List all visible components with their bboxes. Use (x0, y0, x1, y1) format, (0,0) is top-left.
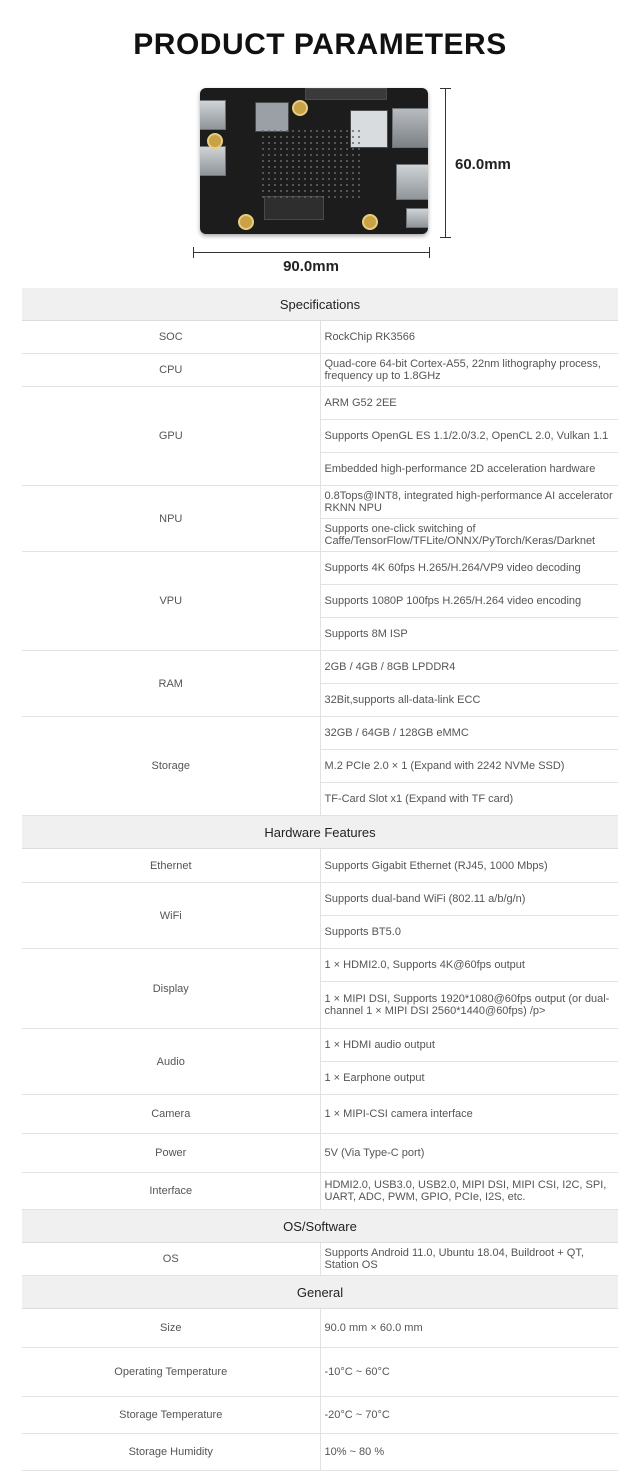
spec-value: 1 × MIPI-CSI camera interface (320, 1095, 618, 1134)
spec-label: Size (22, 1309, 320, 1348)
spec-table (22, 288, 618, 1471)
spec-value: 90.0 mm × 60.0 mm (320, 1309, 618, 1348)
spec-label: Ethernet (22, 849, 320, 883)
spec-value: Embedded high-performance 2D acceleration hardware (320, 453, 618, 486)
section-header (22, 1276, 618, 1309)
board-image (200, 88, 428, 234)
connector-strip (305, 88, 387, 100)
spec-label: WiFi (22, 883, 320, 949)
spec-row (22, 321, 618, 354)
mount-hole (238, 214, 254, 230)
page-title: PRODUCT PARAMETERS (133, 28, 507, 61)
spec-row (22, 949, 618, 982)
spec-label: Interface (22, 1173, 320, 1210)
spec-row (22, 1309, 618, 1348)
spec-row (22, 1029, 618, 1062)
spec-value: 1 × MIPI DSI, Supports 1920*1080@60fps output (or dual-channel 1 × MIPI DSI 2560*1440@60fps) /p> (320, 982, 618, 1029)
spec-row (22, 717, 618, 750)
spec-value: Supports Gigabit Ethernet (RJ45, 1000 Mbps) (320, 849, 618, 883)
section-header (22, 288, 618, 321)
spec-row (22, 1173, 618, 1210)
spec-row (22, 1095, 618, 1134)
spec-row (22, 849, 618, 883)
spec-value: RockChip RK3566 (320, 321, 618, 354)
spec-value: 1 × HDMI2.0, Supports 4K@60fps output (320, 949, 618, 982)
spec-row (22, 651, 618, 684)
spec-value: 10% ~ 80 % (320, 1434, 618, 1471)
width-dimension-label: 90.0mm (283, 258, 339, 275)
spec-value: 1 × HDMI audio output (320, 1029, 618, 1062)
spec-row (22, 1397, 618, 1434)
spec-value: 5V (Via Type-C port) (320, 1134, 618, 1173)
section-header (22, 1210, 618, 1243)
m2-slot (264, 196, 324, 220)
spec-label: OS (22, 1243, 320, 1276)
spec-value: 32Bit,supports all-data-link ECC (320, 684, 618, 717)
spec-value: Quad-core 64-bit Cortex-A55, 22nm lithography process, frequency up to 1.8GHz (320, 354, 618, 387)
spec-value: ARM G52 2EE (320, 387, 618, 420)
usb-port-top (200, 100, 226, 130)
spec-value: Supports 8M ISP (320, 618, 618, 651)
spec-value: 32GB / 64GB / 128GB eMMC (320, 717, 618, 750)
spec-value: M.2 PCIe 2.0 × 1 (Expand with 2242 NVMe SSD) (320, 750, 618, 783)
spec-row (22, 1348, 618, 1397)
type-c-port (406, 208, 428, 228)
spec-row (22, 1434, 618, 1471)
pcb-pattern (260, 128, 360, 198)
spec-label: RAM (22, 651, 320, 717)
spec-value: -10°C ~ 60°C (320, 1348, 618, 1397)
product-image-area (0, 82, 640, 282)
spec-value: Supports OpenGL ES 1.1/2.0/3.2, OpenCL 2.0, Vulkan 1.1 (320, 420, 618, 453)
spec-label: NPU (22, 486, 320, 552)
section-title: General (22, 1276, 618, 1309)
ethernet-port (392, 108, 428, 148)
spec-value: Supports one-click switching of Caffe/TensorFlow/TFLite/ONNX/PyTorch/Keras/Darknet (320, 519, 618, 552)
spec-value: Supports BT5.0 (320, 916, 618, 949)
spec-label: Display (22, 949, 320, 1029)
width-dimension-line (193, 252, 430, 253)
section-header (22, 816, 618, 849)
spec-value: HDMI2.0, USB3.0, USB2.0, MIPI DSI, MIPI CSI, I2C, SPI, UART, ADC, PWM, GPIO, PCIe, I2S, etc. (320, 1173, 618, 1210)
height-dimension-label: 60.0mm (455, 156, 511, 173)
spec-value: Supports 1080P 100fps H.265/H.264 video encoding (320, 585, 618, 618)
spec-value: 0.8Tops@INT8, integrated high-performance AI accelerator RKNN NPU (320, 486, 618, 519)
spec-value: 1 × Earphone output (320, 1062, 618, 1095)
height-dimension-line (445, 88, 446, 238)
spec-label: Storage Humidity (22, 1434, 320, 1471)
mount-hole (292, 100, 308, 116)
hdmi-port (396, 164, 428, 200)
spec-value: Supports 4K 60fps H.265/H.264/VP9 video decoding (320, 552, 618, 585)
spec-row (22, 354, 618, 387)
section-title: OS/Software (22, 1210, 618, 1243)
spec-label: Storage (22, 717, 320, 816)
spec-row (22, 883, 618, 916)
spec-value: 2GB / 4GB / 8GB LPDDR4 (320, 651, 618, 684)
spec-value: Supports Android 11.0, Ubuntu 18.04, Buildroot + QT, Station OS (320, 1243, 618, 1276)
spec-row (22, 486, 618, 519)
spec-label: Audio (22, 1029, 320, 1095)
spec-value: -20°C ~ 70°C (320, 1397, 618, 1434)
spec-label: SOC (22, 321, 320, 354)
section-title: Specifications (22, 288, 618, 321)
spec-row (22, 1243, 618, 1276)
spec-label: Operating Temperature (22, 1348, 320, 1397)
spec-label: Power (22, 1134, 320, 1173)
spec-label: Storage Temperature (22, 1397, 320, 1434)
usb-port-bottom (200, 146, 226, 176)
section-title: Hardware Features (22, 816, 618, 849)
spec-label: GPU (22, 387, 320, 486)
spec-row (22, 387, 618, 420)
spec-label: Camera (22, 1095, 320, 1134)
spec-row (22, 552, 618, 585)
spec-value: Supports dual-band WiFi (802.11 a/b/g/n) (320, 883, 618, 916)
spec-label: CPU (22, 354, 320, 387)
mount-hole (362, 214, 378, 230)
mount-hole (207, 133, 223, 149)
spec-row (22, 1134, 618, 1173)
spec-label: VPU (22, 552, 320, 651)
spec-value: TF-Card Slot x1 (Expand with TF card) (320, 783, 618, 816)
